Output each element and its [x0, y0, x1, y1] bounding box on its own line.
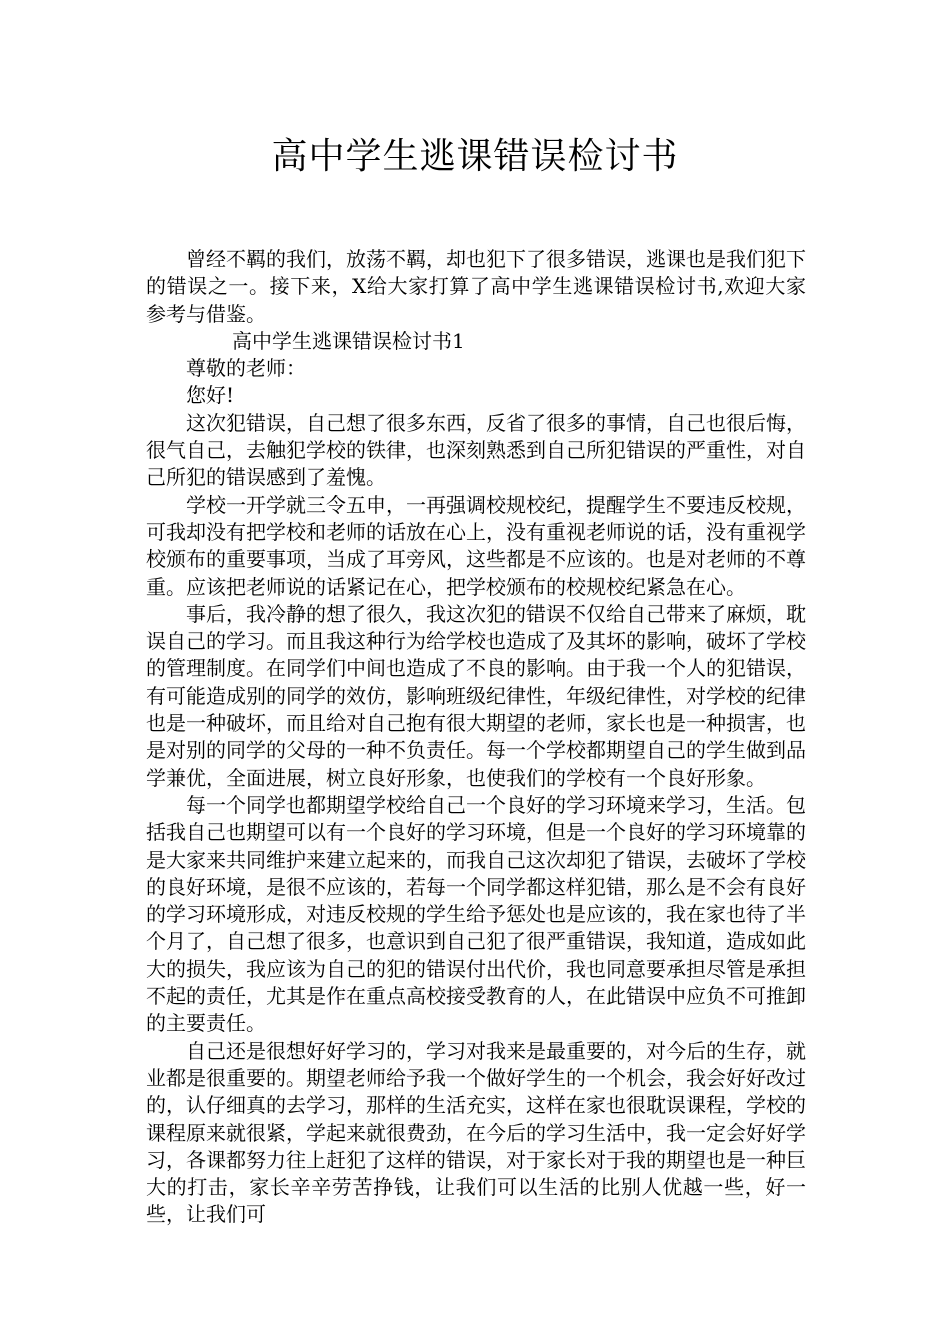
- document-body: [146, 246, 806, 1229]
- body-paragraph: 事后，我冷静的想了很久，我这次犯的错误不仅给自己带来了麻烦，耽误自己的学习。而且我这种行为给学校也造成了及其坏的影响，破坏了学校的管理制度。在同学们中间也造成了不良的影响。由于我一个人的犯错误，有可能造成别的同学的效仿，影响班级纪律性，年级纪律性，对学校的纪律也是一种破坏，而且给对自己抱有很大期望的老师，家长也是一种损害，也是对别的同学的父母的一种不负责任。每一个学校都期望自己的学生做到品学兼优，全面进展，树立良好形象，也使我们的学校有一个良好形象。: [146, 601, 806, 790]
- intro-paragraph: 曾经不羁的我们，放荡不羁，却也犯下了很多错误，逃课也是我们犯下的错误之一。接下来，X给大家打算了高中学生逃课错误检讨书,欢迎大家参考与借鉴。: [146, 247, 806, 326]
- salutation: 尊敬的老师：: [186, 356, 306, 381]
- body-paragraph: 自己还是很想好好学习的，学习对我来是最重要的，对今后的生存，就业都是很重要的。期望老师给予我一个做好学生的一个机会，我会好好改过的，认仔细真的去学习，那样的生活充实，这样在家也很耽误课程，学校的课程原来就很紧，学起来就很费劲，在今后的学习生活中，我一定会好好学习，各课都努力往上赶犯了这样的错误，对于家长对于我的期望也是一种巨大的打击，家长辛辛劳苦挣钱，让我们可以生活的比别人优越一些，好一些，让我们可: [146, 1038, 806, 1227]
- greeting: 您好!: [186, 383, 235, 408]
- section-heading: 高中学生逃课错误检讨书1: [232, 328, 465, 353]
- body-paragraph: 这次犯错误，自己想了很多东西，反省了很多的事情，自己也很后悔，很气自己，去触犯学校的铁律，也深刻熟悉到自己所犯错误的严重性，对自己所犯的错误感到了羞愧。: [146, 410, 806, 490]
- document-title: 高中学生逃课错误检讨书: [271, 136, 679, 177]
- body-paragraph: 学校一开学就三令五申，一再强调校规校纪，提醒学生不要违反校规，可我却没有把学校和老师的话放在心上，没有重视老师说的话，没有重视学校颁布的重要事项，当成了耳旁风，这些都是不应该的。也是对老师的不尊重。应该把老师说的话紧记在心，把学校颁布的校规校纪紧急在心。: [146, 492, 806, 599]
- body-paragraph: 每一个同学也都期望学校给自己一个良好的学习环境来学习，生活。包括我自己也期望可以有一个良好的学习环境，但是一个良好的学习环境靠的是大家来共同维护来建立起来的，而我自己这次却犯了错误，去破坏了学校的良好环境，是很不应该的，若每一个同学都这样犯错，那么是不会有良好的学习环境形成，对违反校规的学生给予惩处也是应该的，我在家也待了半个月了，自己想了很多，也意识到自己犯了很严重错误，我知道，造成如此大的损失，我应该为自己的犯的错误付出代价，我也同意要承担尽管是承担不起的责任，尤其是作在重点高校接受教育的人，在此错误中应负不可推卸的主要责任。: [146, 792, 806, 1036]
